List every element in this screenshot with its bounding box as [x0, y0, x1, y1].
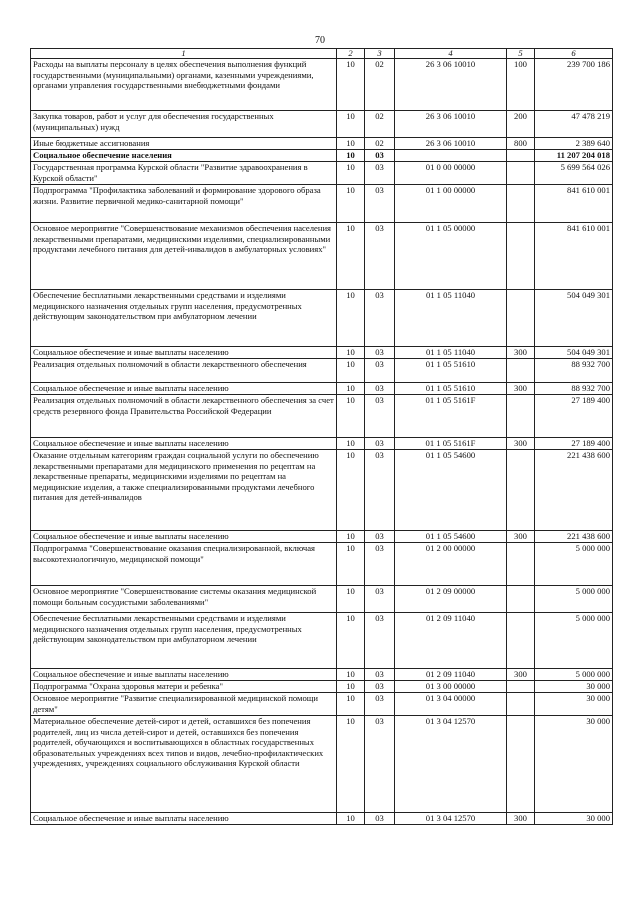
- section-code-cell: 10: [337, 185, 365, 223]
- row-name-cell: Социальное обеспечение и иные выплаты населению: [31, 383, 337, 395]
- amount-cell: 504 049 301: [535, 290, 613, 347]
- section-code-cell: 10: [337, 359, 365, 383]
- amount-cell: 47 478 219: [535, 111, 613, 138]
- table-row: [31, 59, 613, 111]
- subsection-code-cell: 03: [365, 681, 395, 693]
- column-header: 3: [365, 49, 395, 59]
- subsection-code-cell: 03: [365, 613, 395, 669]
- row-name-cell: Основное мероприятие "Совершенствование механизмов обеспечения населения лекарственными препаратами, медицинскими изделиями, специализированными продуктами лечебного питания для детей-инвалидов в амбулаторных условиях": [31, 223, 337, 290]
- table-row: [31, 383, 613, 395]
- column-number-row: [31, 49, 613, 59]
- amount-cell: 221 438 600: [535, 450, 613, 531]
- target-article-cell: 01 3 04 00000: [395, 693, 507, 716]
- table-row: [31, 613, 613, 669]
- target-article-cell: 26 3 06 10010: [395, 59, 507, 111]
- subsection-code-cell: 03: [365, 162, 395, 185]
- table-row: [31, 223, 613, 290]
- target-article-cell: 01 2 09 00000: [395, 586, 507, 613]
- expense-type-cell: [507, 395, 535, 438]
- subsection-code-cell: 03: [365, 693, 395, 716]
- table-row: [31, 162, 613, 185]
- row-name-cell: Подпрограмма "Профилактика заболеваний и формирование здорового образа жизни. Развитие первичной медико-санитарной помощи": [31, 185, 337, 223]
- table-row: [31, 150, 613, 162]
- column-header: 4: [395, 49, 507, 59]
- amount-cell: 27 189 400: [535, 395, 613, 438]
- section-code-cell: 10: [337, 669, 365, 681]
- amount-cell: 841 610 001: [535, 223, 613, 290]
- amount-cell: 30 000: [535, 693, 613, 716]
- column-header: 2: [337, 49, 365, 59]
- expense-type-cell: [507, 693, 535, 716]
- amount-cell: 5 000 000: [535, 543, 613, 586]
- amount-cell: 27 189 400: [535, 438, 613, 450]
- expense-type-cell: 100: [507, 59, 535, 111]
- expense-type-cell: 300: [507, 347, 535, 359]
- section-code-cell: 10: [337, 813, 365, 825]
- subsection-code-cell: 03: [365, 813, 395, 825]
- subsection-code-cell: 02: [365, 111, 395, 138]
- target-article-cell: 01 3 04 12570: [395, 813, 507, 825]
- table-row: [31, 347, 613, 359]
- table-row: [31, 438, 613, 450]
- subsection-code-cell: 03: [365, 395, 395, 438]
- subsection-code-cell: 03: [365, 347, 395, 359]
- section-code-cell: 10: [337, 138, 365, 150]
- target-article-cell: 01 2 09 11040: [395, 669, 507, 681]
- section-code-cell: 10: [337, 111, 365, 138]
- expense-type-cell: 200: [507, 111, 535, 138]
- row-name-cell: Реализация отдельных полномочий в области лекарственного обеспечения: [31, 359, 337, 383]
- section-code-cell: 10: [337, 531, 365, 543]
- amount-cell: 5 000 000: [535, 613, 613, 669]
- table-row: [31, 185, 613, 223]
- expense-type-cell: [507, 681, 535, 693]
- subsection-code-cell: 03: [365, 290, 395, 347]
- subsection-code-cell: 03: [365, 716, 395, 813]
- target-article-cell: 01 1 05 11040: [395, 347, 507, 359]
- page-number: 70: [315, 35, 325, 46]
- expense-type-cell: 300: [507, 669, 535, 681]
- subsection-code-cell: 02: [365, 138, 395, 150]
- row-name-cell: Материальное обеспечение детей-сирот и детей, оставшихся без попечения родителей, лиц из числа детей-сирот и детей, оставшихся без попечения родителей, обучающихся и воспитывающихся в областных государственных образовательных учреждениях всех типов и видов, лечебно-профилактических учреждениях, учреждениях социального обслуживания Курской области: [31, 716, 337, 813]
- table-row: [31, 586, 613, 613]
- expense-type-cell: 300: [507, 383, 535, 395]
- amount-cell: 88 932 700: [535, 383, 613, 395]
- target-article-cell: 26 3 06 10010: [395, 111, 507, 138]
- column-header: 6: [535, 49, 613, 59]
- section-code-cell: 10: [337, 395, 365, 438]
- subsection-code-cell: 03: [365, 543, 395, 586]
- table-row: [31, 693, 613, 716]
- column-header: 1: [31, 49, 337, 59]
- target-article-cell: 01 1 05 54600: [395, 450, 507, 531]
- amount-cell: 5 000 000: [535, 669, 613, 681]
- section-code-cell: 10: [337, 290, 365, 347]
- target-article-cell: 01 1 05 5161F: [395, 395, 507, 438]
- expense-type-cell: [507, 359, 535, 383]
- expense-type-cell: [507, 223, 535, 290]
- section-code-cell: 10: [337, 681, 365, 693]
- amount-cell: 30 000: [535, 813, 613, 825]
- section-code-cell: 10: [337, 347, 365, 359]
- amount-cell: 30 000: [535, 716, 613, 813]
- amount-cell: 221 438 600: [535, 531, 613, 543]
- row-name-cell: Закупка товаров, работ и услуг для обеспечения государственных (муниципальных) нужд: [31, 111, 337, 138]
- expense-type-cell: [507, 613, 535, 669]
- target-article-cell: 01 1 05 11040: [395, 290, 507, 347]
- target-article-cell: [395, 150, 507, 162]
- row-name-cell: Социальное обеспечение и иные выплаты населению: [31, 531, 337, 543]
- row-name-cell: Социальное обеспечение населения: [31, 150, 337, 162]
- target-article-cell: 01 2 00 00000: [395, 543, 507, 586]
- target-article-cell: 01 1 05 54600: [395, 531, 507, 543]
- table-row: [31, 813, 613, 825]
- target-article-cell: 01 1 05 51610: [395, 359, 507, 383]
- expense-type-cell: [507, 162, 535, 185]
- table-row: [31, 111, 613, 138]
- row-name-cell: Социальное обеспечение и иные выплаты населению: [31, 347, 337, 359]
- amount-cell: 30 000: [535, 681, 613, 693]
- subsection-code-cell: 03: [365, 185, 395, 223]
- expense-type-cell: 300: [507, 813, 535, 825]
- expense-type-cell: [507, 543, 535, 586]
- section-code-cell: 10: [337, 162, 365, 185]
- row-name-cell: Обеспечение бесплатными лекарственными средствами и изделиями медицинского назначения отдельных групп населения, предусмотренных действующим законодательством при амбулаторном лечении: [31, 290, 337, 347]
- column-header: 5: [507, 49, 535, 59]
- table-row: [31, 669, 613, 681]
- expense-type-cell: [507, 290, 535, 347]
- section-code-cell: 10: [337, 223, 365, 290]
- amount-cell: 5 000 000: [535, 586, 613, 613]
- subsection-code-cell: 03: [365, 223, 395, 290]
- subsection-code-cell: 02: [365, 59, 395, 111]
- row-name-cell: Реализация отдельных полномочий в области лекарственного обеспечения за счет средств резервного фонда Правительства Российской Федерации: [31, 395, 337, 438]
- target-article-cell: 01 3 04 12570: [395, 716, 507, 813]
- amount-cell: 5 699 564 026: [535, 162, 613, 185]
- table-row: [31, 395, 613, 438]
- amount-cell: 2 389 640: [535, 138, 613, 150]
- section-code-cell: 10: [337, 613, 365, 669]
- expense-type-cell: 300: [507, 438, 535, 450]
- expense-type-cell: [507, 716, 535, 813]
- amount-cell: 841 610 001: [535, 185, 613, 223]
- table-row: [31, 543, 613, 586]
- row-name-cell: Основное мероприятие "Совершенствование системы оказания медицинской помощи больным сосудистыми заболеваниями": [31, 586, 337, 613]
- section-code-cell: 10: [337, 693, 365, 716]
- target-article-cell: 01 1 05 51610: [395, 383, 507, 395]
- row-name-cell: Подпрограмма "Совершенствование оказания специализированной, включая высокотехнологичную, медицинской помощи": [31, 543, 337, 586]
- table-row: [31, 531, 613, 543]
- subsection-code-cell: 03: [365, 438, 395, 450]
- expense-type-cell: 300: [507, 531, 535, 543]
- subsection-code-cell: 03: [365, 450, 395, 531]
- expense-type-cell: 800: [507, 138, 535, 150]
- subsection-code-cell: 03: [365, 359, 395, 383]
- target-article-cell: 01 2 09 11040: [395, 613, 507, 669]
- section-code-cell: 10: [337, 59, 365, 111]
- target-article-cell: 01 3 00 00000: [395, 681, 507, 693]
- target-article-cell: 01 1 00 00000: [395, 185, 507, 223]
- section-code-cell: 10: [337, 450, 365, 531]
- row-name-cell: Социальное обеспечение и иные выплаты населению: [31, 438, 337, 450]
- row-name-cell: Оказание отдельным категориям граждан социальной услуги по обеспечению лекарственными препаратами для медицинского применения по рецептам на лекарственные препараты, медицинскими изделиями по рецептам на медицинские изделия, а также специализированными продуктами лечебного питания для детей-инвалидов: [31, 450, 337, 531]
- row-name-cell: Социальное обеспечение и иные выплаты населению: [31, 813, 337, 825]
- amount-cell: 11 207 204 018: [535, 150, 613, 162]
- row-name-cell: Государственная программа Курской области "Развитие здравоохранения в Курской области": [31, 162, 337, 185]
- section-code-cell: 10: [337, 716, 365, 813]
- subsection-code-cell: 03: [365, 586, 395, 613]
- section-code-cell: 10: [337, 586, 365, 613]
- subsection-code-cell: 03: [365, 669, 395, 681]
- table-row: [31, 290, 613, 347]
- row-name-cell: Основное мероприятие "Развитие специализированной медицинской помощи детям": [31, 693, 337, 716]
- subsection-code-cell: 03: [365, 150, 395, 162]
- row-name-cell: Иные бюджетные ассигнования: [31, 138, 337, 150]
- section-code-cell: 10: [337, 383, 365, 395]
- table-row: [31, 716, 613, 813]
- row-name-cell: Обеспечение бесплатными лекарственными средствами и изделиями медицинского назначения отдельных групп населения, предусмотренных действующим законодательством при амбулаторном лечении: [31, 613, 337, 669]
- budget-table: [30, 48, 613, 825]
- expense-type-cell: [507, 586, 535, 613]
- row-name-cell: Социальное обеспечение и иные выплаты населению: [31, 669, 337, 681]
- target-article-cell: 01 1 05 00000: [395, 223, 507, 290]
- table-row: [31, 359, 613, 383]
- target-article-cell: 01 0 00 00000: [395, 162, 507, 185]
- target-article-cell: 01 1 05 5161F: [395, 438, 507, 450]
- expense-type-cell: [507, 150, 535, 162]
- expense-type-cell: [507, 450, 535, 531]
- section-code-cell: 10: [337, 543, 365, 586]
- table-row: [31, 138, 613, 150]
- subsection-code-cell: 03: [365, 531, 395, 543]
- row-name-cell: Расходы на выплаты персоналу в целях обеспечения выполнения функций государственными (муниципальными) органами, казенными учреждениями, органами управления государственными внебюджетными фондами: [31, 59, 337, 111]
- section-code-cell: 10: [337, 150, 365, 162]
- amount-cell: 88 932 700: [535, 359, 613, 383]
- expense-type-cell: [507, 185, 535, 223]
- section-code-cell: 10: [337, 438, 365, 450]
- target-article-cell: 26 3 06 10010: [395, 138, 507, 150]
- amount-cell: 239 700 186: [535, 59, 613, 111]
- subsection-code-cell: 03: [365, 383, 395, 395]
- table-row: [31, 681, 613, 693]
- amount-cell: 504 049 301: [535, 347, 613, 359]
- row-name-cell: Подпрограмма "Охрана здоровья матери и ребенка": [31, 681, 337, 693]
- table-row: [31, 450, 613, 531]
